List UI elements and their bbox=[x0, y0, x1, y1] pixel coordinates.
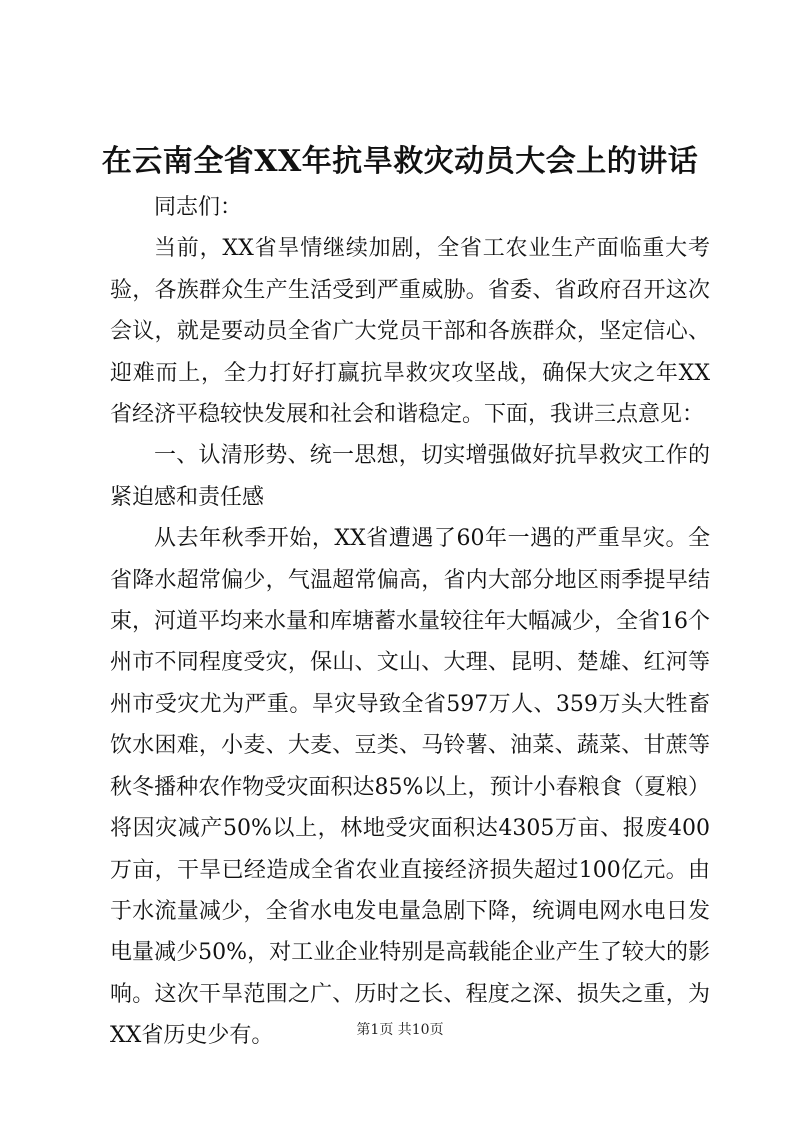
document-title: 在云南全省XX年抗旱救灾动员大会上的讲话 bbox=[101, 144, 699, 179]
intro-paragraph: 当前，XX省旱情继续加剧，全省工农业生产面临重大考验，各族群众生产生活受到严重威胁。省委、省政府召开这次会议，就是要动员全省广大党员干部和各族群众，坚定信心、迎难而上，全力打好打赢抗旱救灾攻坚战，确保大灾之年XX省经济平稳较快发展和社会和谐稳定。下面，我讲三点意见： bbox=[110, 236, 710, 428]
page-footer: 第1页 共10页 bbox=[356, 1022, 444, 1038]
salutation-paragraph: 同志们： bbox=[154, 195, 243, 220]
section-heading: 一、认清形势、统一思想，切实增强做好抗旱救灾工作的紧迫感和责任感 bbox=[110, 443, 710, 510]
situation-paragraph: 从去年秋季开始，XX省遭遇了60年一遇的严重旱灾。全省降水超常偏少，气温超常偏高，省内大部分地区雨季提早结束，河道平均来水量和库塘蓄水量较往年大幅减少，全省16个州市不同程度受灾，保山、文山、大理、昆明、楚雄、红河等州市受灾尤为严重。旱灾导致全省597万人、359万头大牲畜饮水困难，小麦、大麦、豆类、马铃薯、油菜、蔬菜、甘蔗等秋冬播种农作物受灾面积达85%以上，预计小春粮食（夏粮）将因灾减产50%以上，林地受灾面积达4305万亩、报废400万亩，干旱已经造成全省农业直接经济损失超过100亿元。由于水流量减少，全省水电发电量急剧下降，统调电网水电日发电量减少50%，对工业企业特别是高载能企业产生了较大的影响。这次干旱范围之广、历时之长、程度之深、损失之重，为XX省历史少有。 bbox=[110, 526, 710, 1049]
document-body bbox=[110, 187, 710, 1057]
